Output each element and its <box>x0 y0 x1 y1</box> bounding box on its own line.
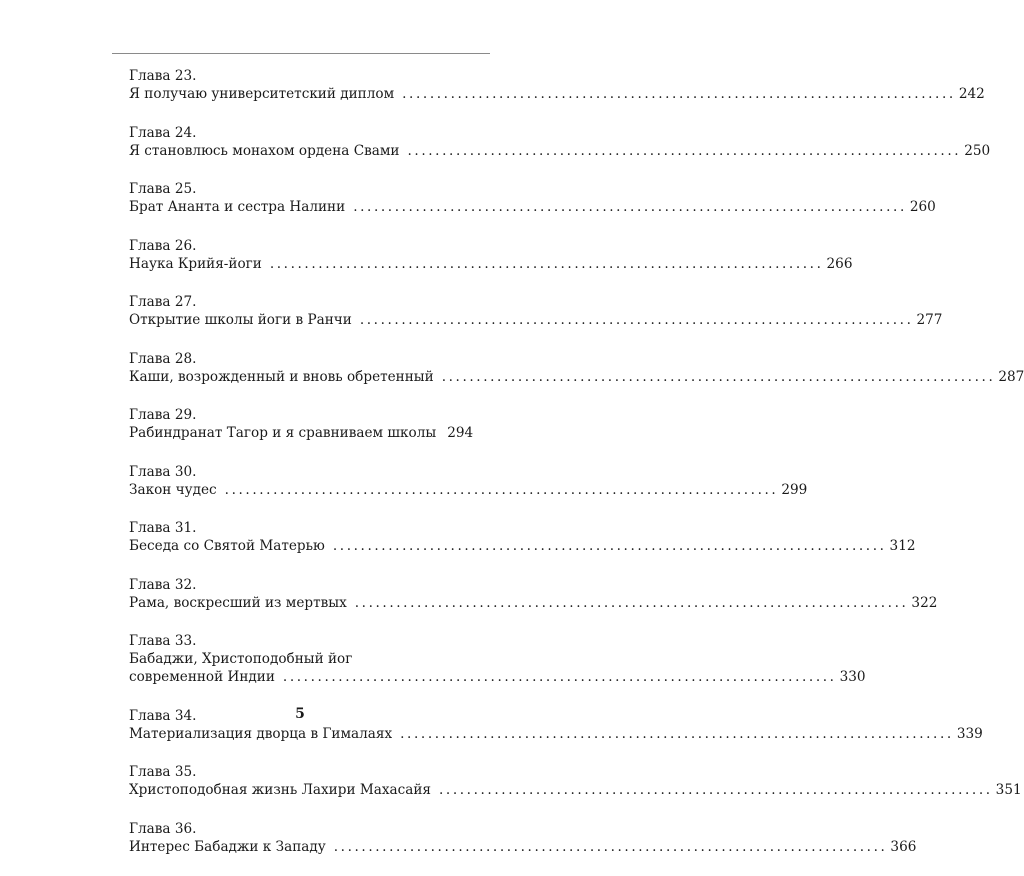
chapter-number: Глава 35. <box>129 764 197 780</box>
chapter-number: Глава 28. <box>129 350 197 367</box>
dot-leader: ................................................................................ <box>402 86 956 102</box>
chapter-number: Глава 26. <box>129 237 197 254</box>
toc-entry <box>129 67 985 103</box>
chapter-title: Я становлюсь монахом ордена Свами <box>129 142 400 159</box>
page-number: 330 <box>839 669 866 685</box>
page-number: 260 <box>909 199 936 215</box>
page-number: 266 <box>826 255 853 272</box>
toc-entry-row <box>129 255 853 273</box>
page-number: 312 <box>889 538 916 554</box>
chapter-title: Брат Ананта и сестра Налини <box>129 199 346 215</box>
toc-entry-row <box>129 142 991 160</box>
dot-leader: ................................................................................ <box>407 142 962 159</box>
page-number: 287 <box>998 368 1024 385</box>
chapter-number: Глава 23. <box>129 68 197 84</box>
chapter-number: Глава 32. <box>129 576 197 593</box>
page-number: 250 <box>964 142 991 159</box>
toc-entry <box>129 293 943 329</box>
toc-entry-row <box>129 781 1022 799</box>
chapter-title: Каши, возрожденный и вновь обретенный <box>129 368 434 385</box>
page-number: 277 <box>916 312 943 328</box>
chapter-number: Глава 30. <box>129 463 197 480</box>
toc-entry-row <box>129 537 916 555</box>
toc-entry <box>129 350 1024 386</box>
toc-entry <box>129 632 866 686</box>
page-number: 299 <box>781 481 808 498</box>
toc-entry <box>129 820 917 856</box>
toc-entry <box>129 124 991 160</box>
toc-entry-row <box>129 368 1024 386</box>
chapter-number: Глава 27. <box>129 294 197 310</box>
toc-entry-row <box>129 838 917 856</box>
toc-entry-row <box>129 311 943 329</box>
chapter-number: Глава 31. <box>129 520 197 536</box>
dot-leader: ................................................................................ <box>438 782 993 798</box>
toc-entry <box>129 180 936 216</box>
dot-leader: ................................................................................ <box>359 312 914 328</box>
chapter-title: Рабиндранат Тагор и я сравниваем школы <box>129 425 437 441</box>
dot-leader: ................................................................................ <box>282 669 837 685</box>
page-number: 339 <box>956 725 983 742</box>
chapter-title: Закон чудес <box>129 481 217 498</box>
chapter-title: Интерес Бабаджи к Западу <box>129 838 326 855</box>
chapter-number: Глава 33. <box>129 633 197 649</box>
chapter-title: современной Индии <box>129 669 275 685</box>
chapter-number: Глава 25. <box>129 181 197 197</box>
page-folio: 5 <box>295 706 305 722</box>
toc-entry-row <box>129 725 983 743</box>
chapter-number: Глава 34. <box>129 707 197 724</box>
toc-entry-row <box>129 85 985 103</box>
chapter-title: Открытие школы йоги в Ранчи <box>129 312 352 328</box>
chapter-title-line: Бабаджи, Христоподобный йог <box>129 651 353 667</box>
toc-entry <box>129 237 853 273</box>
chapter-number: Глава 36. <box>129 820 197 837</box>
dot-leader: ................................................................................ <box>441 368 996 385</box>
table-of-contents <box>129 67 1024 876</box>
page-number: 242 <box>958 86 985 102</box>
toc-entry-row <box>129 668 866 686</box>
dot-leader: ................................................................................ <box>332 538 887 554</box>
toc-entry <box>129 463 808 499</box>
chapter-title: Рама, воскресший из мертвых <box>129 594 347 611</box>
chapter-title: Беседа со Святой Матерью <box>129 538 325 554</box>
page-number: 294 <box>447 425 474 441</box>
page-number: 351 <box>995 782 1022 798</box>
toc-entry-row <box>129 198 936 216</box>
dot-leader: ................................................................................ <box>224 481 779 498</box>
dot-leader: ................................................................................ <box>354 594 909 611</box>
chapter-title: Я получаю университетский диплом <box>129 86 395 102</box>
chapter-title: Христоподобная жизнь Лахири Махасайя <box>129 782 431 798</box>
chapter-title: Наука Крийя-йоги <box>129 255 262 272</box>
toc-entry <box>129 576 938 612</box>
header-rule <box>112 53 490 54</box>
dot-leader: ................................................................................ <box>353 199 907 215</box>
toc-entry-row <box>129 424 473 442</box>
toc-entry-row <box>129 594 938 612</box>
page-number: 322 <box>911 594 938 611</box>
toc-entry-row <box>129 481 808 499</box>
dot-leader: ................................................................................ <box>400 725 954 742</box>
chapter-number: Глава 29. <box>129 407 197 423</box>
toc-entry <box>129 763 1022 799</box>
chapter-title: Материализация дворца в Гималаях <box>129 725 393 742</box>
toc-entry <box>129 519 916 555</box>
page-number: 366 <box>890 838 917 855</box>
chapter-number: Глава 24. <box>129 124 197 141</box>
dot-leader: ................................................................................ <box>269 255 824 272</box>
dot-leader: ................................................................................ <box>333 838 888 855</box>
toc-entry <box>129 406 473 442</box>
